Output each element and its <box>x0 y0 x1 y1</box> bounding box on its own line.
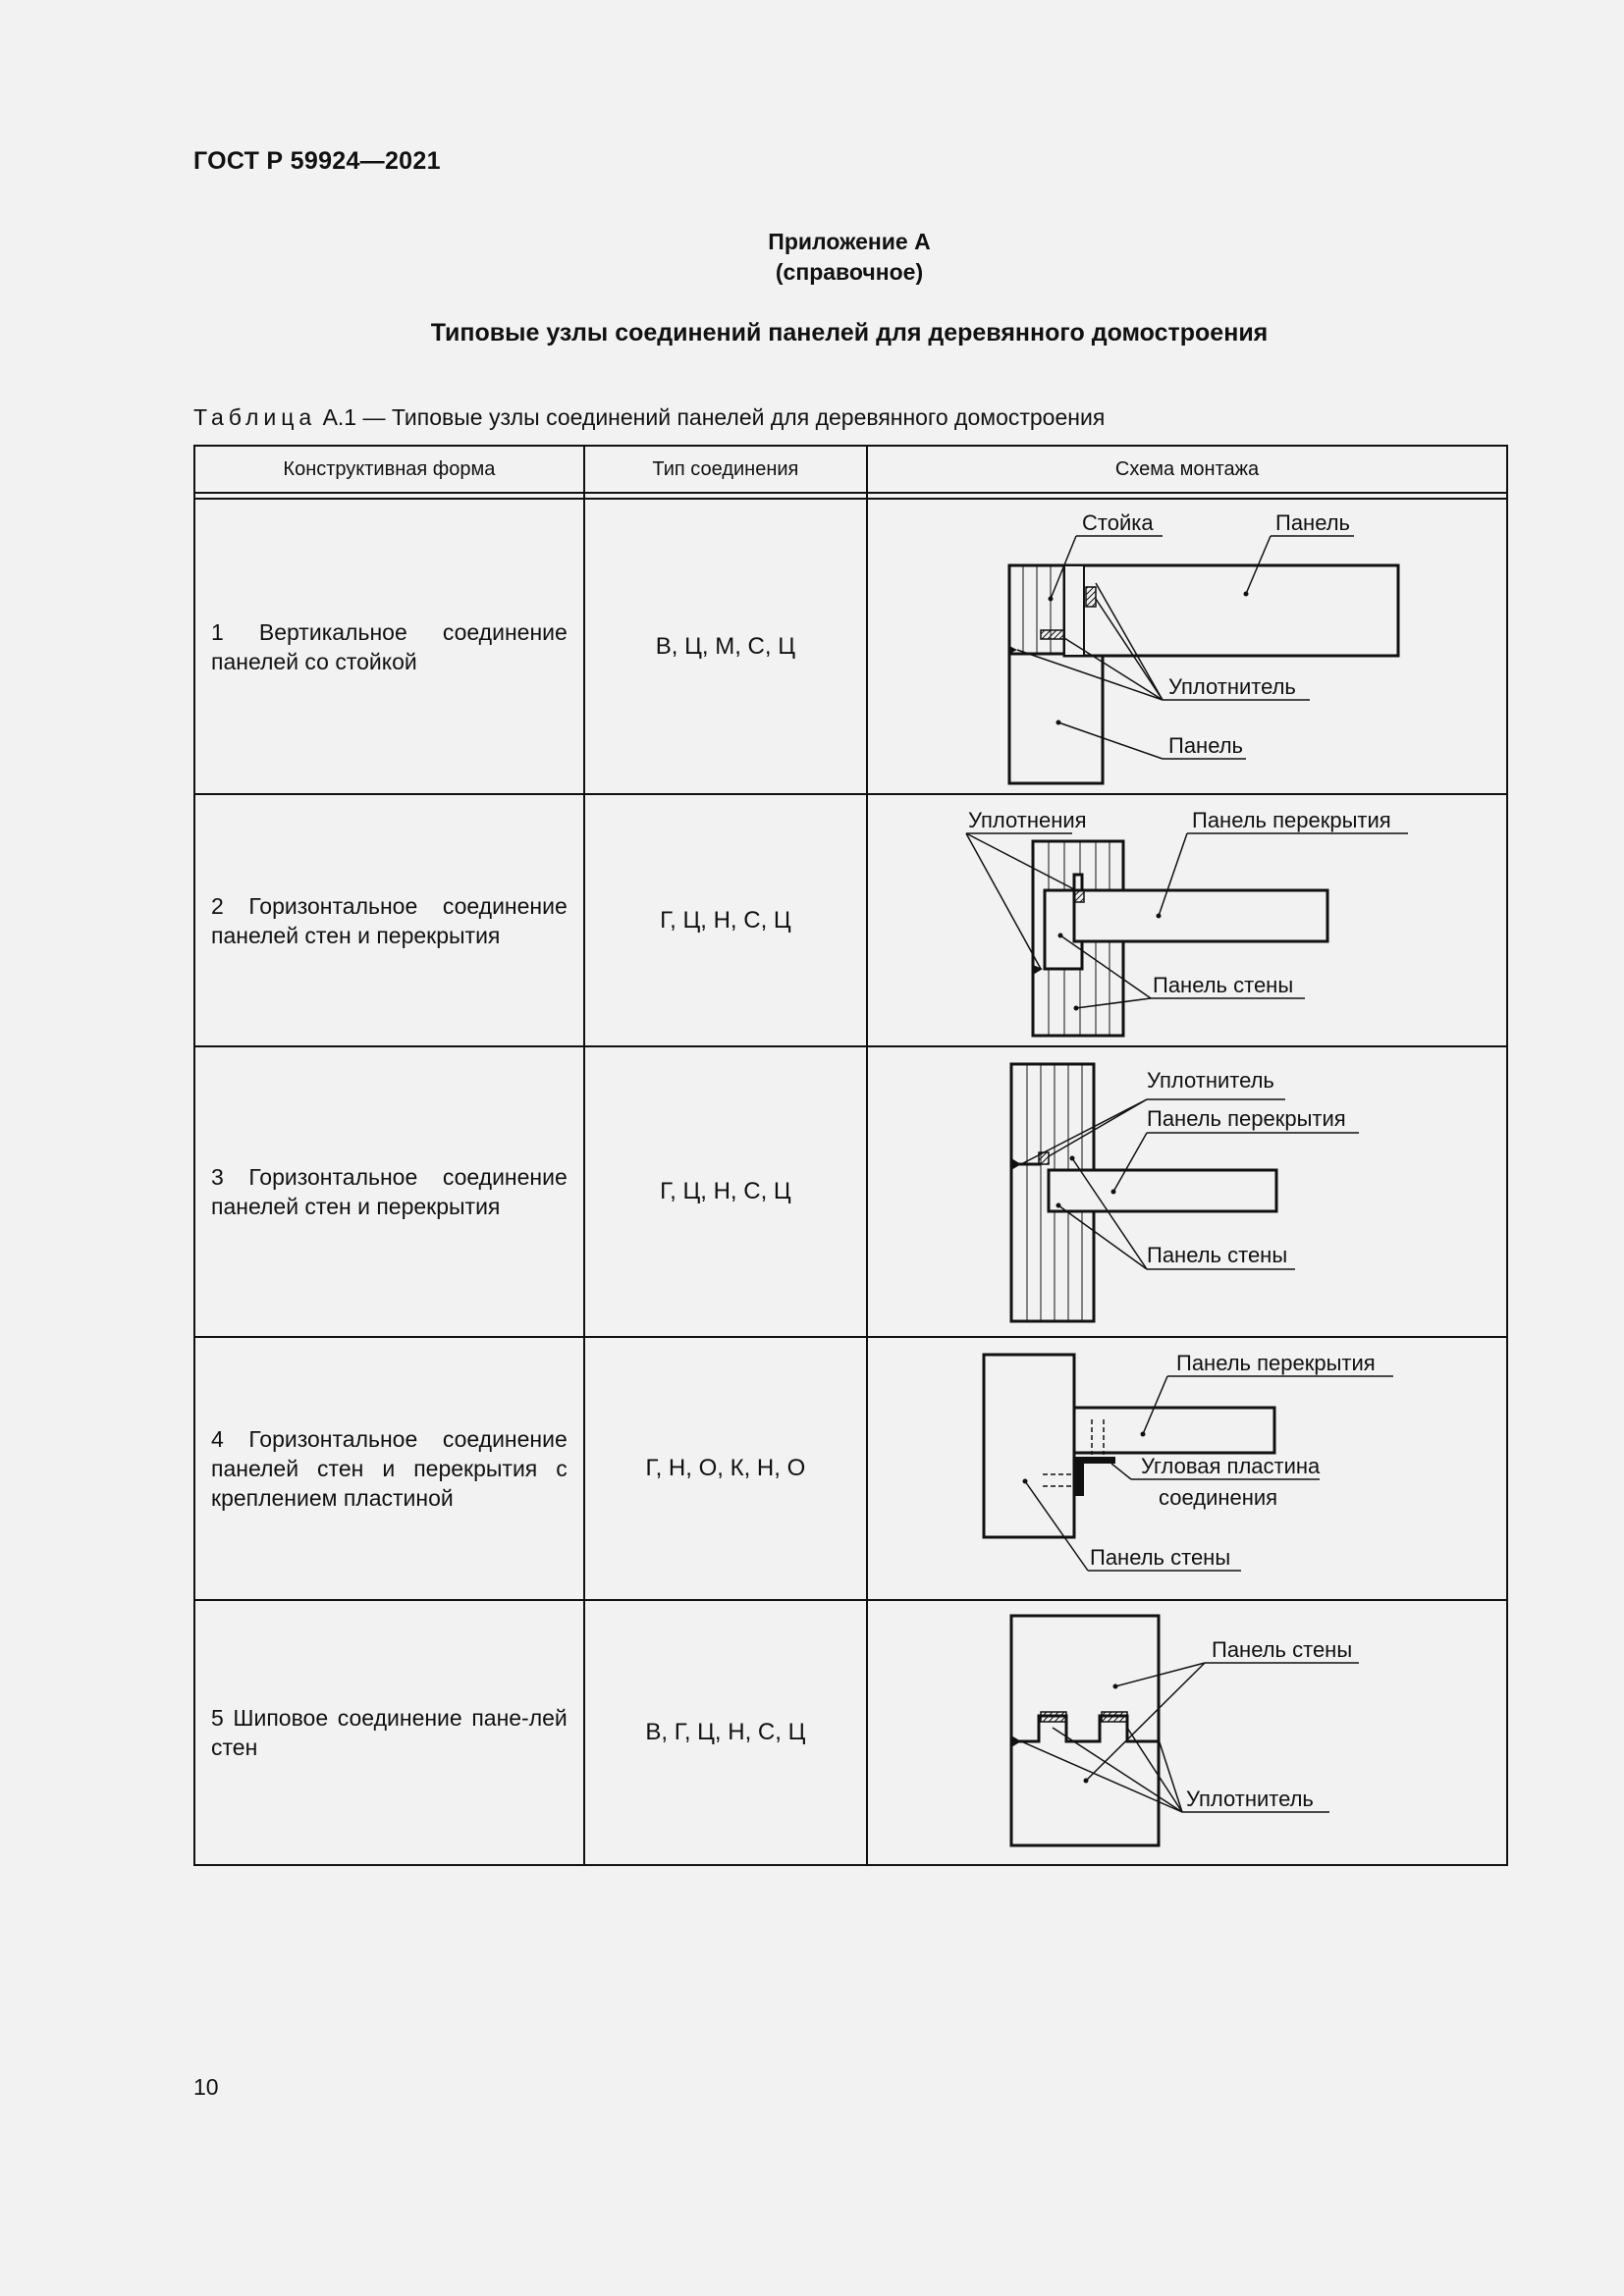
form-cell: 4 Горизонтальное соединение панелей стен и перекрытия с креплением пластиной <box>194 1337 584 1600</box>
label-wall-panel: Панель стены <box>1090 1544 1231 1570</box>
standard-code: ГОСТ Р 59924—2021 <box>193 147 441 175</box>
label-panel-top: Панель <box>1275 509 1351 535</box>
type-cell: Г, Ц, Н, С, Ц <box>584 794 867 1046</box>
label-seals: Уплотнения <box>968 807 1087 832</box>
scheme-diagram-2 <box>868 796 1506 1045</box>
table-row <box>194 1600 1507 1865</box>
label-corner-plate-2: соединения <box>1159 1484 1278 1510</box>
appendix-subtitle: (справочное) <box>775 259 924 285</box>
scheme-cell <box>867 794 1507 1046</box>
main-title: Типовые узлы соединений панелей для деревянного домостроения <box>430 319 1269 347</box>
scheme-cell <box>867 1337 1507 1600</box>
form-cell: 1 Вертикальное соединение панелей со стойкой <box>194 499 584 794</box>
table-caption-prefix: Таблица <box>193 404 317 430</box>
type-cell: Г, Н, О, К, Н, О <box>584 1337 867 1600</box>
type-cell: В, Г, Ц, Н, С, Ц <box>584 1600 867 1865</box>
label-corner-plate: Угловая пластина <box>1141 1453 1321 1478</box>
form-cell: 5 Шиповое соединение пане-лей стен <box>194 1600 584 1865</box>
scheme-cell <box>867 1600 1507 1865</box>
label-stud: Стойка <box>1082 509 1154 535</box>
label-sealant: Уплотнитель <box>1168 673 1296 699</box>
table-row <box>194 499 1507 794</box>
table-header-row <box>194 446 1507 493</box>
type-cell: В, Ц, М, С, Ц <box>584 499 867 794</box>
form-cell: 3 Горизонтальное соединение панелей стен и перекрытия <box>194 1046 584 1337</box>
label-sealant: Уплотнитель <box>1186 1786 1314 1811</box>
scheme-diagram-5 <box>868 1602 1506 1864</box>
type-cell: Г, Ц, Н, С, Ц <box>584 1046 867 1337</box>
appendix-heading <box>0 227 1624 288</box>
scheme-cell <box>867 499 1507 794</box>
scheme-diagram-1 <box>868 501 1506 793</box>
label-wall-panel: Панель стены <box>1153 972 1294 997</box>
column-header-form: Конструктивная форма <box>194 446 584 493</box>
column-header-type: Тип соединения <box>584 446 867 493</box>
form-cell: 2 Горизонтальное соединение панелей стен и перекрытия <box>194 794 584 1046</box>
column-header-scheme: Схема монтажа <box>867 446 1507 493</box>
table-row <box>194 1337 1507 1600</box>
label-floor-panel: Панель перекрытия <box>1192 807 1391 832</box>
scheme-diagram-3 <box>868 1048 1506 1336</box>
table-caption <box>193 404 1105 431</box>
connections-table <box>193 445 1508 1866</box>
scheme-cell <box>867 1046 1507 1337</box>
page-number: 10 <box>193 2074 219 2100</box>
label-floor-panel: Панель перекрытия <box>1176 1350 1376 1375</box>
label-floor-panel: Панель перекрытия <box>1147 1105 1346 1131</box>
appendix-title: Приложение А <box>768 229 931 254</box>
table-row <box>194 794 1507 1046</box>
label-sealant: Уплотнитель <box>1147 1067 1274 1093</box>
table-row <box>194 1046 1507 1337</box>
label-wall-panel: Панель стены <box>1212 1636 1353 1662</box>
scheme-diagram-4 <box>868 1339 1506 1599</box>
table-caption-text: А.1 — Типовые узлы соединений панелей для деревянного домостроения <box>316 404 1106 430</box>
label-panel-bottom: Панель <box>1168 732 1244 758</box>
label-wall-panel: Панель стены <box>1147 1242 1288 1267</box>
